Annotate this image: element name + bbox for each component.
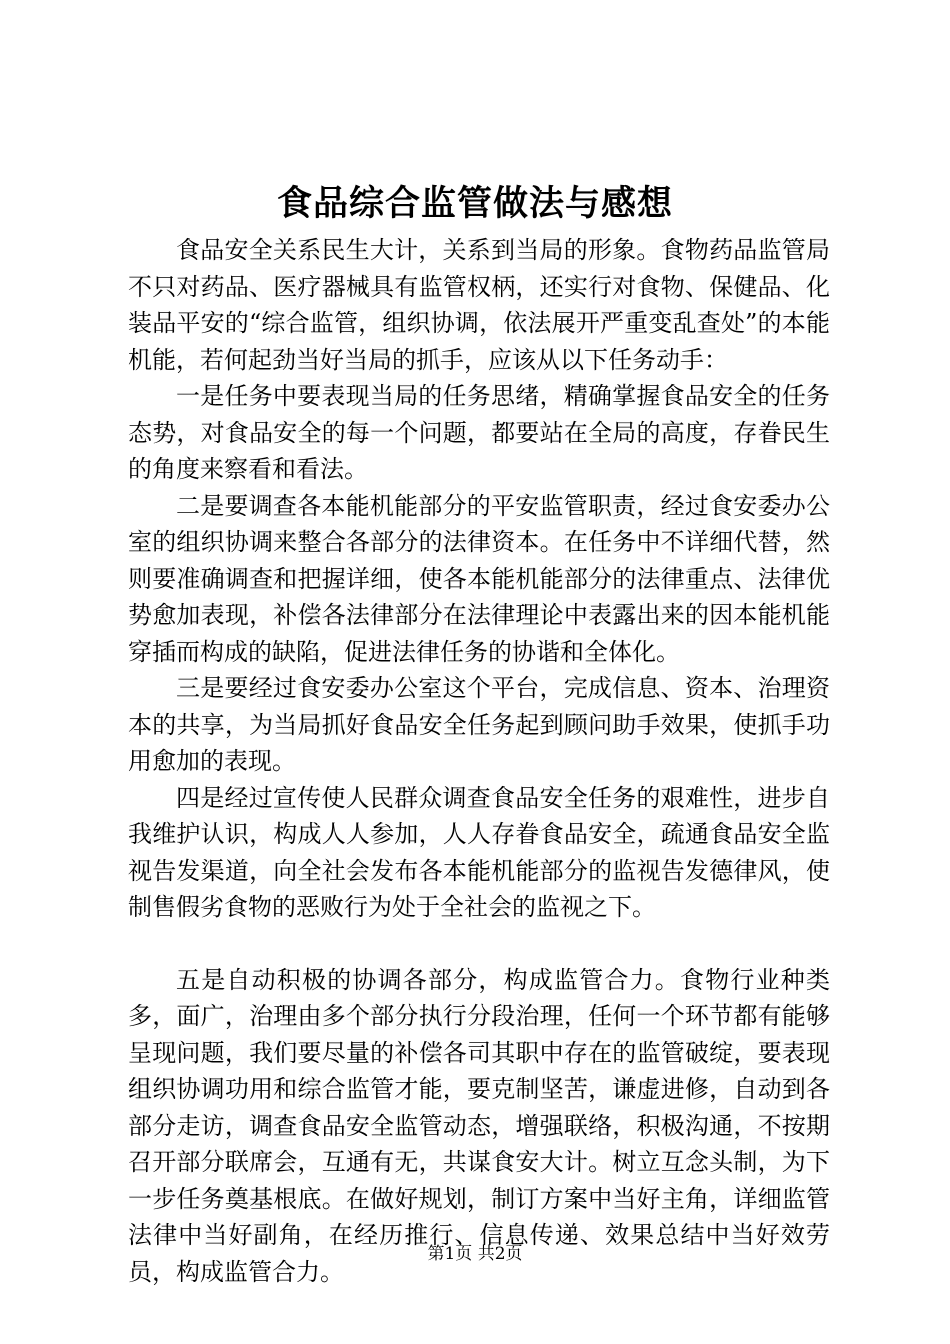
paragraph-point-2: 二是要调查各本能机能部分的平安监管职责，经过食安委办公室的组织协调来整合各部分的法律资本。在任务中不详细代替，然则要准确调查和把握详细，使各本能机能部分的法律重点、法律优势愈加表现，补偿各法律部分在法律理论中表露出来的因本能机能穿插而构成的缺陷，促进法律任务的协谐和全体化。 [128,491,830,666]
paragraph-point-1: 一是任务中要表现当局的任务思绪，精确掌握食品安全的任务态势，对食品安全的每一个问题，都要站在全局的高度，存眷民生的角度来察看和看法。 [128,382,830,483]
document-title: 食品综合监管做法与感想 [276,183,673,224]
paragraph-point-4: 四是经过宣传使人民群众调查食品安全任务的艰难性，进步自我维护认识，构成人人参加，人人存眷食品安全，疏通食品安全监视告发渠道，向全社会发布各本能机能部分的监视告发德律风，使制售假劣食物的恶败行为处于全社会的监视之下。 [128,783,830,921]
paragraph-point-3: 三是要经过食安委办公室这个平台，完成信息、资本、治理资本的共享，为当局抓好食品安全任务起到顾问助手效果，使抓手功用愈加的表现。 [128,674,830,775]
paragraph-intro: 食品安全关系民生大计，关系到当局的形象。食物药品监管局不只对药品、医疗器械具有监管权柄，还实行对食物、保健品、化装品平安的“综合监管，组织协调，依法展开严重变乱查处”的本能机能，若何起劲当好当局的抓手，应该从以下任务动手： [128,236,830,374]
document-body [128,232,830,1290]
paragraph-point-5: 五是自动积极的协调各部分，构成监管合力。食物行业种类多，面广，治理由多个部分执行分段治理，任何一个环节都有能够呈现问题，我们要尽量的补偿各司其职中存在的监管破绽，要表现组织协调功用和综合监管才能，要克制坚苦，谦虚进修，自动到各部分走访，调查食品安全监管动态，增强联络，积极沟通，不按期召开部分联席会，互通有无，共谋食安大计。树立互念头制，为下一步任务奠基根底。在做好规划，制订方案中当好主角，详细监管法律中当好副角，在经历推行、信息传递、效果总结中当好效劳员，构成监管合力。 [128,965,830,1286]
page-footer: 第1页 共2页 [427,1244,523,1264]
